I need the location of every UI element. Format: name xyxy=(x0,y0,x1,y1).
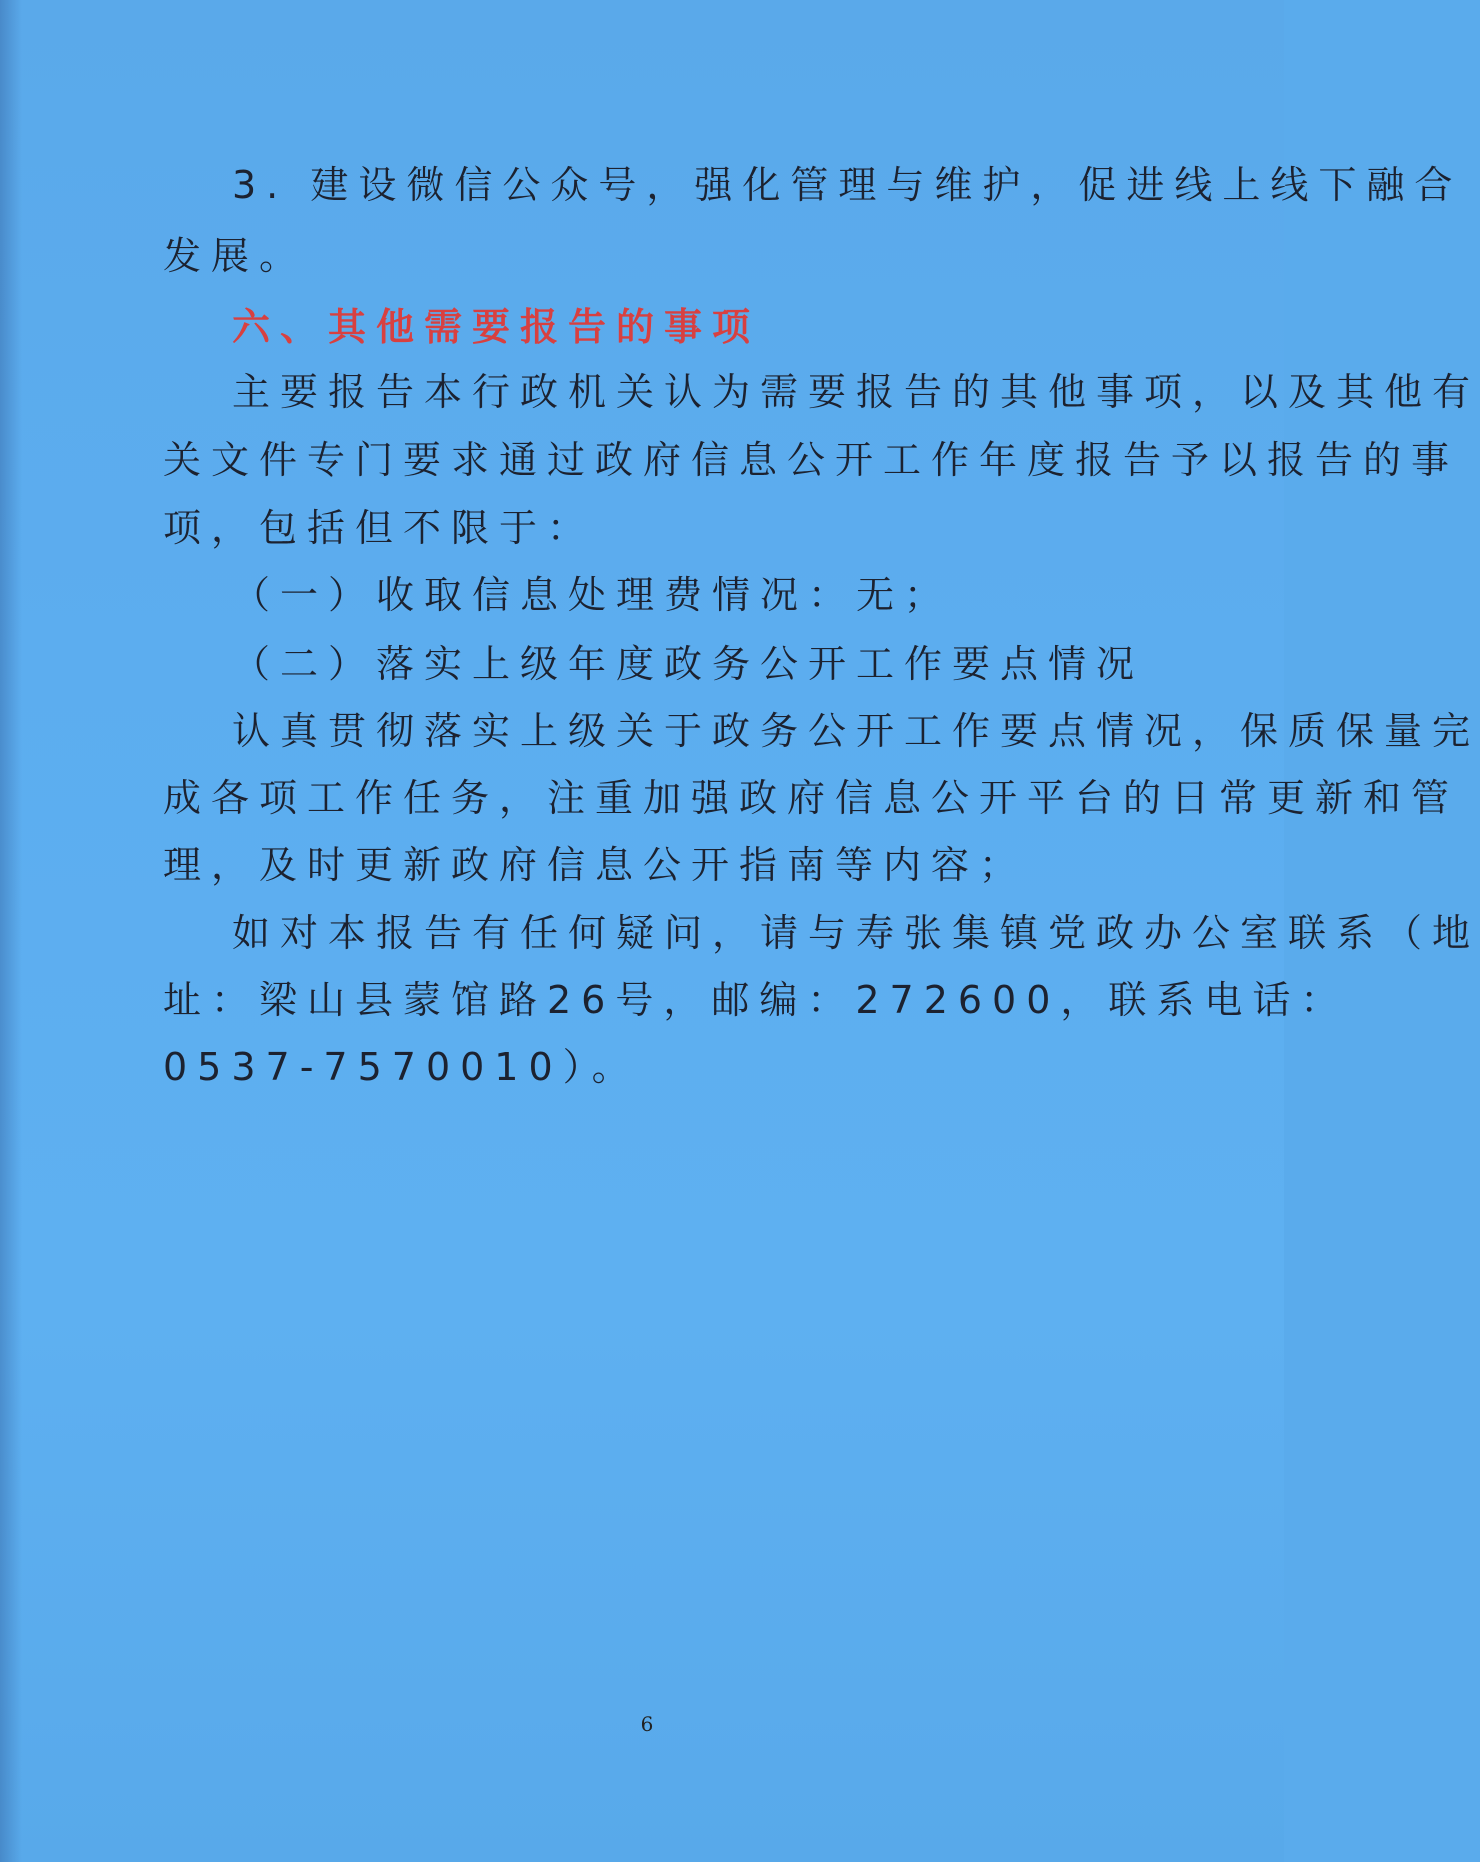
paragraph-line: 如对本报告有任何疑问，请与寿张集镇党政办公室联系（地 xyxy=(232,911,1480,955)
paragraph-line: （一）收取信息处理费情况：无； xyxy=(232,573,953,617)
paragraph-line: 址：梁山县蒙馆路26号，邮编：272600，联系电话： xyxy=(163,978,1349,1022)
paragraph-line: 0537-7570010）。 xyxy=(163,1045,640,1089)
paragraph-line: 关文件专门要求通过政府信息公开工作年度报告予以报告的事 xyxy=(163,438,1460,482)
paragraph-line: 主要报告本行政机关认为需要报告的其他事项，以及其他有 xyxy=(232,370,1480,414)
paragraph-line: 成各项工作任务，注重加强政府信息公开平台的日常更新和管 xyxy=(163,776,1460,820)
page-number: 6 xyxy=(640,1712,654,1736)
paragraph-line: 认真贯彻落实上级关于政务公开工作要点情况，保质保量完 xyxy=(232,709,1480,753)
paragraph-line: （二）落实上级年度政务公开工作要点情况 xyxy=(232,642,1145,686)
section-heading: 六、其他需要报告的事项 xyxy=(232,305,761,349)
page-edge-shadow xyxy=(0,0,22,1862)
paragraph-line: 发展。 xyxy=(163,234,308,278)
paragraph-line: 理，及时更新政府信息公开指南等内容； xyxy=(163,843,1028,887)
paragraph-line: 项，包括但不限于： xyxy=(163,506,596,550)
paragraph-line: 3. 建设微信公众号，强化管理与维护，促进线上线下融合 xyxy=(232,163,1463,207)
